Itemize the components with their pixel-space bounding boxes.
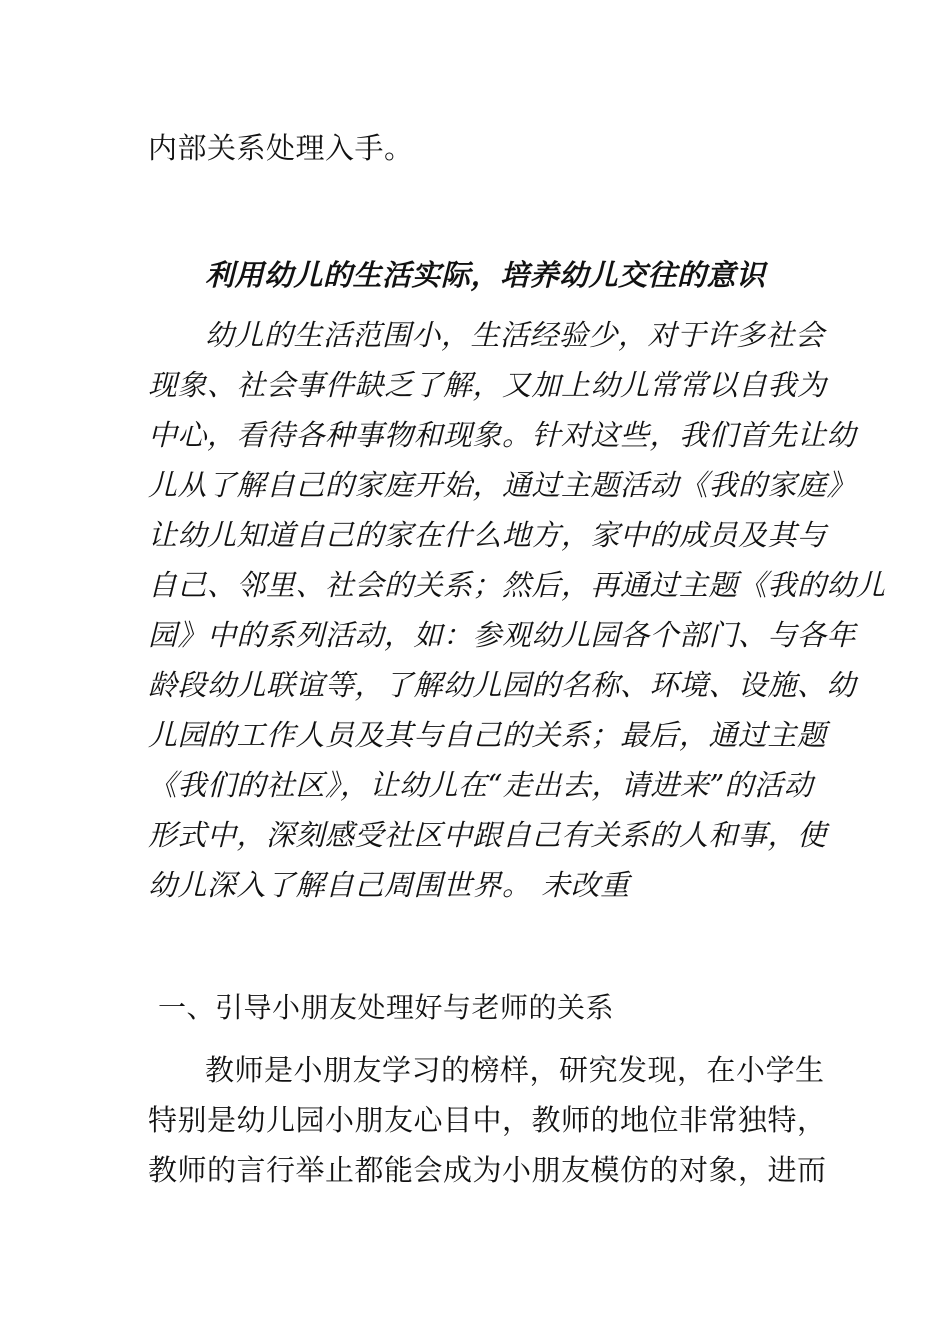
section1-heading: 利用幼儿的生活实际，培养幼儿交往的意识: [205, 258, 766, 292]
section1-line-1: 幼儿的生活范围小，生活经验少，对于许多社会: [205, 318, 825, 352]
section1-line-8: 龄段幼儿联谊等，了解幼儿园的名称、环境、设施、幼: [148, 668, 857, 702]
section1-line-7: 园》中的系列活动，如：参观幼儿园各个部门、与各年: [148, 618, 857, 652]
section2-line-3: 教师的言行举止都能会成为小朋友模仿的对象，进而: [148, 1153, 827, 1187]
section1-line-3: 中心，看待各种事物和现象。针对这些，我们首先让幼: [148, 418, 857, 452]
section1-line-12: 幼儿深入了解自己周围世界。 未改重: [148, 868, 630, 902]
section1-line-2: 现象、社会事件缺乏了解，又加上幼儿常常以自我为: [148, 368, 827, 402]
section1-line-9: 儿园的工作人员及其与自己的关系；最后，通过主题: [148, 718, 827, 752]
intro-line: 内部关系处理入手。: [148, 131, 414, 165]
section1-line-10: 《我们的社区》，让幼儿在“走出去，请进来”的活动: [148, 768, 814, 802]
section1-line-11: 形式中，深刻感受社区中跟自己有关系的人和事，使: [148, 818, 827, 852]
section2-line-1: 教师是小朋友学习的榜样，研究发现，在小学生: [205, 1053, 825, 1087]
section2-heading: 一、引导小朋友处理好与老师的关系: [158, 991, 615, 1024]
section1-line-6: 自己、邻里、社会的关系；然后，再通过主题《我的幼儿: [148, 568, 886, 602]
section1-line-5: 让幼儿知道自己的家在什么地方，家中的成员及其与: [148, 518, 827, 552]
section1-line-4: 儿从了解自己的家庭开始，通过主题活动《我的家庭》: [148, 468, 857, 502]
section2-line-2: 特别是幼儿园小朋友心目中，教师的地位非常独特，: [148, 1103, 827, 1137]
